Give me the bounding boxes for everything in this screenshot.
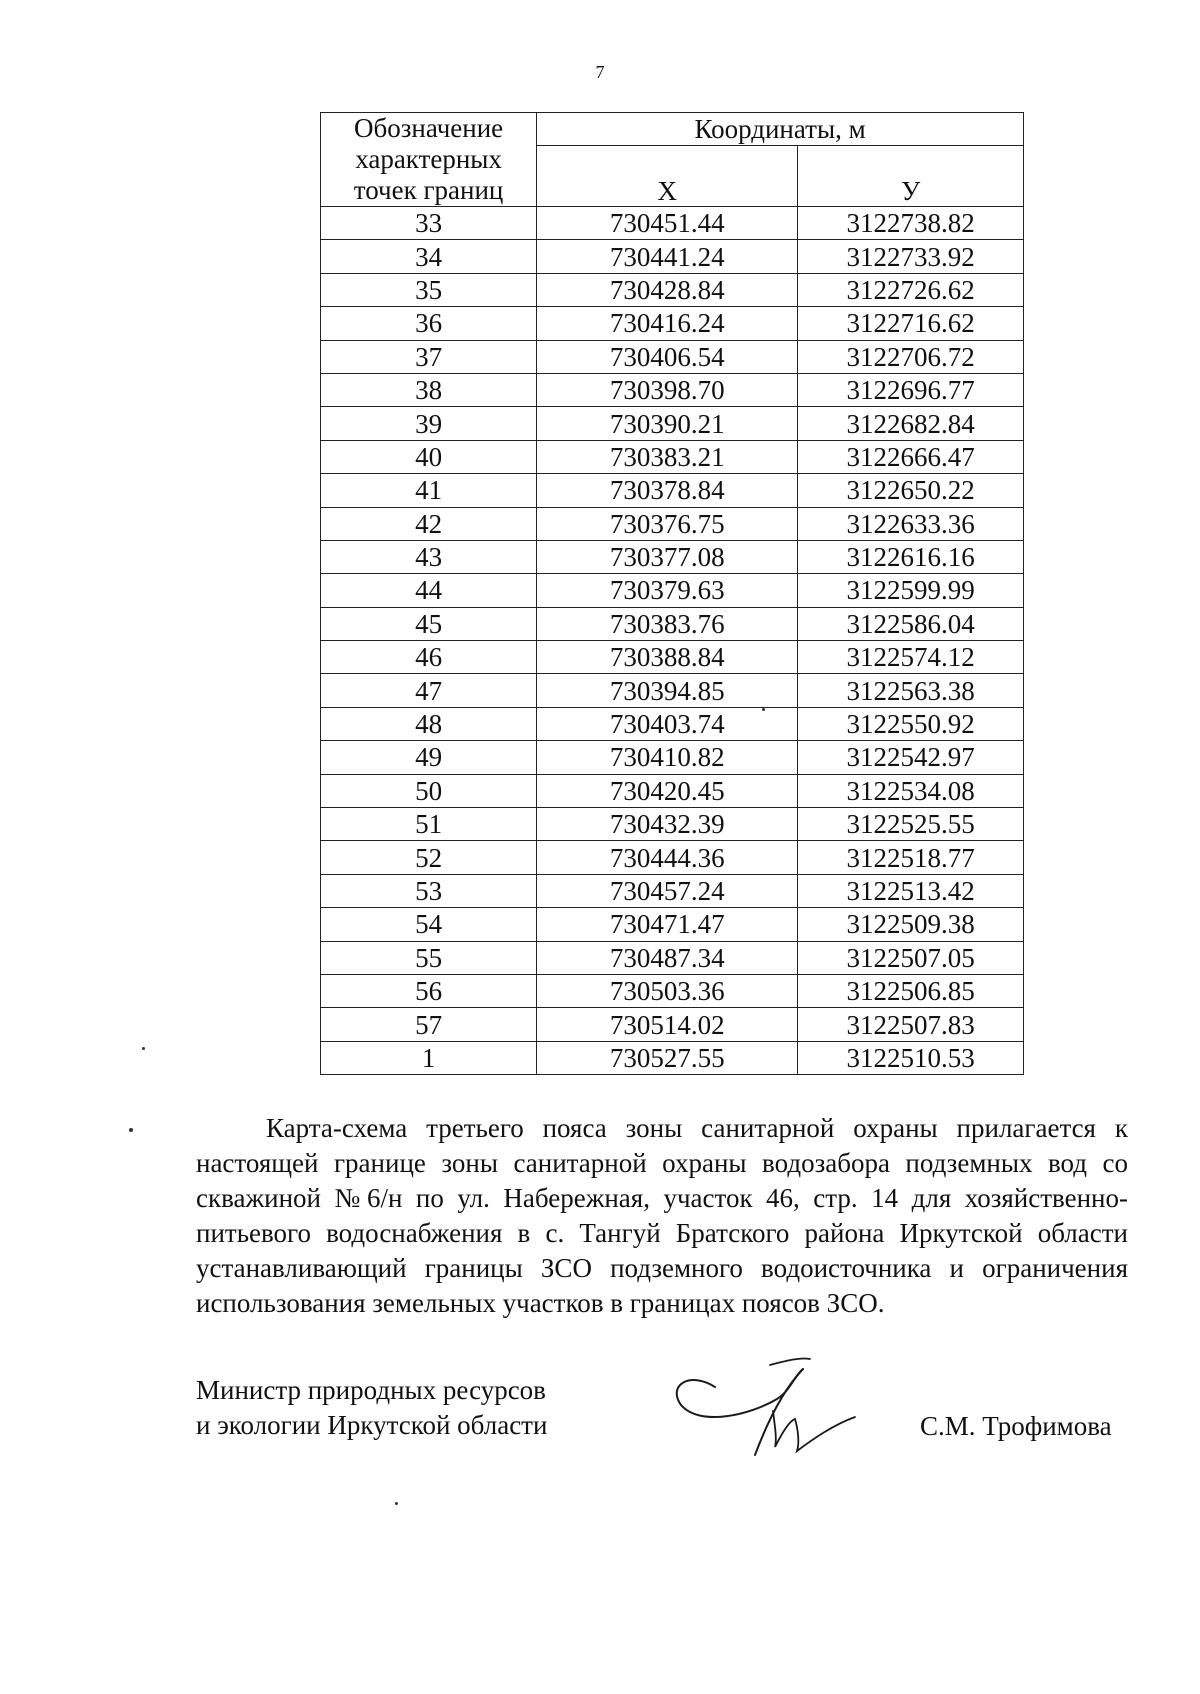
cell-x: 730379.63 bbox=[537, 574, 798, 607]
scan-speck bbox=[129, 1128, 133, 1132]
table-row bbox=[321, 474, 1024, 507]
table-row bbox=[321, 207, 1024, 240]
table-row bbox=[321, 507, 1024, 540]
table-row bbox=[321, 808, 1024, 841]
cell-y: 3122506.85 bbox=[798, 974, 1024, 1007]
cell-point: 46 bbox=[321, 641, 537, 674]
cell-point: 56 bbox=[321, 974, 537, 1007]
cell-x: 730428.84 bbox=[537, 273, 798, 306]
cell-x: 730394.85 bbox=[537, 674, 798, 707]
cell-y: 3122650.22 bbox=[798, 474, 1024, 507]
cell-point: 40 bbox=[321, 440, 537, 473]
table-row bbox=[321, 574, 1024, 607]
cell-y: 3122666.47 bbox=[798, 440, 1024, 473]
cell-point: 48 bbox=[321, 707, 537, 740]
cell-y: 3122513.42 bbox=[798, 874, 1024, 907]
table-row bbox=[321, 307, 1024, 340]
table-row bbox=[321, 941, 1024, 974]
cell-point: 50 bbox=[321, 774, 537, 807]
table-row bbox=[321, 774, 1024, 807]
scan-speck bbox=[142, 1047, 145, 1050]
cell-y: 3122726.62 bbox=[798, 273, 1024, 306]
cell-point: 37 bbox=[321, 340, 537, 373]
cell-y: 3122716.62 bbox=[798, 307, 1024, 340]
header-x: Х bbox=[537, 146, 798, 207]
table-row bbox=[321, 440, 1024, 473]
cell-x: 730406.54 bbox=[537, 340, 798, 373]
cell-y: 3122682.84 bbox=[798, 407, 1024, 440]
cell-y: 3122574.12 bbox=[798, 641, 1024, 674]
cell-point: 43 bbox=[321, 540, 537, 573]
table-row bbox=[321, 707, 1024, 740]
cell-x: 730444.36 bbox=[537, 841, 798, 874]
cell-point: 41 bbox=[321, 474, 537, 507]
cell-y: 3122599.99 bbox=[798, 574, 1024, 607]
cell-point: 54 bbox=[321, 908, 537, 941]
table-row bbox=[321, 908, 1024, 941]
table-row bbox=[321, 340, 1024, 373]
cell-y: 3122738.82 bbox=[798, 207, 1024, 240]
cell-point: 35 bbox=[321, 273, 537, 306]
cell-point: 57 bbox=[321, 1008, 537, 1041]
table-row bbox=[321, 874, 1024, 907]
cell-x: 730471.47 bbox=[537, 908, 798, 941]
table-row bbox=[321, 974, 1024, 1007]
cell-x: 730487.34 bbox=[537, 941, 798, 974]
cell-x: 730432.39 bbox=[537, 808, 798, 841]
table-row bbox=[321, 841, 1024, 874]
cell-y: 3122563.38 bbox=[798, 674, 1024, 707]
cell-point: 49 bbox=[321, 741, 537, 774]
cell-x: 730527.55 bbox=[537, 1041, 798, 1074]
signatory-title-line2: и экологии Иркутской области bbox=[196, 1410, 548, 1440]
signatory-title bbox=[196, 1373, 547, 1443]
table-row bbox=[321, 674, 1024, 707]
cell-x: 730410.82 bbox=[537, 741, 798, 774]
cell-point: 53 bbox=[321, 874, 537, 907]
cell-y: 3122509.38 bbox=[798, 908, 1024, 941]
cell-x: 730390.21 bbox=[537, 407, 798, 440]
cell-point: 38 bbox=[321, 373, 537, 406]
scan-speck bbox=[395, 1502, 398, 1505]
cell-y: 3122507.83 bbox=[798, 1008, 1024, 1041]
cell-y: 3122633.36 bbox=[798, 507, 1024, 540]
cell-point: 55 bbox=[321, 941, 537, 974]
cell-point: 36 bbox=[321, 307, 537, 340]
page-number: 7 bbox=[595, 62, 605, 82]
cell-x: 730383.76 bbox=[537, 607, 798, 640]
table-row bbox=[321, 540, 1024, 573]
table-row bbox=[321, 407, 1024, 440]
header-designation: Обозначение характерных точек границ bbox=[321, 113, 537, 207]
cell-y: 3122510.53 bbox=[798, 1041, 1024, 1074]
cell-x: 730514.02 bbox=[537, 1008, 798, 1041]
handwritten-signature bbox=[665, 1335, 865, 1460]
cell-point: 52 bbox=[321, 841, 537, 874]
table-row bbox=[321, 273, 1024, 306]
cell-x: 730451.44 bbox=[537, 207, 798, 240]
cell-y: 3122706.72 bbox=[798, 340, 1024, 373]
cell-point: 47 bbox=[321, 674, 537, 707]
cell-x: 730376.75 bbox=[537, 507, 798, 540]
body-paragraph: Карта-схема третьего пояса зоны санитарной охраны прилагается к настоящей границе зоны санитарной охраны водозабора подземных вод со скважиной №6/н по ул. Набережная, участок 46, стр. 14 для хозяйственно-питьевого водоснабжения в с. Тангуй Братского района Иркутской области устанавливающий границы ЗСО подземного водоисточника и ограничения использования земельных участков в границах поясов ЗСО. bbox=[196, 1113, 1128, 1318]
table-row bbox=[321, 641, 1024, 674]
table-row bbox=[321, 741, 1024, 774]
cell-y: 3122542.97 bbox=[798, 741, 1024, 774]
cell-x: 730383.21 bbox=[537, 440, 798, 473]
cell-x: 730403.74 bbox=[537, 707, 798, 740]
cell-x: 730441.24 bbox=[537, 240, 798, 273]
table-body bbox=[321, 207, 1024, 1075]
table-row bbox=[321, 240, 1024, 273]
signatory-name: С.М. Трофимова bbox=[920, 1411, 1112, 1441]
cell-x: 730398.70 bbox=[537, 373, 798, 406]
cell-point: 44 bbox=[321, 574, 537, 607]
cell-x: 730420.45 bbox=[537, 774, 798, 807]
coordinates-table bbox=[320, 112, 1024, 1075]
cell-y: 3122534.08 bbox=[798, 774, 1024, 807]
cell-x: 730378.84 bbox=[537, 474, 798, 507]
cell-point: 42 bbox=[321, 507, 537, 540]
table-row bbox=[321, 607, 1024, 640]
cell-x: 730388.84 bbox=[537, 641, 798, 674]
cell-y: 3122696.77 bbox=[798, 373, 1024, 406]
table-row bbox=[321, 1008, 1024, 1041]
cell-point: 33 bbox=[321, 207, 537, 240]
cell-x: 730377.08 bbox=[537, 540, 798, 573]
table-row bbox=[321, 1041, 1024, 1074]
cell-y: 3122616.16 bbox=[798, 540, 1024, 573]
cell-y: 3122518.77 bbox=[798, 841, 1024, 874]
cell-y: 3122525.55 bbox=[798, 808, 1024, 841]
cell-x: 730503.36 bbox=[537, 974, 798, 1007]
cell-point: 39 bbox=[321, 407, 537, 440]
cell-y: 3122550.92 bbox=[798, 707, 1024, 740]
header-coordinates: Координаты, м bbox=[537, 113, 1024, 146]
cell-x: 730416.24 bbox=[537, 307, 798, 340]
signatory-title-line1: Министр природных ресурсов bbox=[196, 1375, 546, 1405]
cell-point: 34 bbox=[321, 240, 537, 273]
cell-point: 1 bbox=[321, 1041, 537, 1074]
scan-speck bbox=[762, 708, 765, 711]
cell-y: 3122507.05 bbox=[798, 941, 1024, 974]
table-row bbox=[321, 373, 1024, 406]
cell-x: 730457.24 bbox=[537, 874, 798, 907]
cell-y: 3122733.92 bbox=[798, 240, 1024, 273]
header-y: У bbox=[798, 146, 1024, 207]
cell-point: 45 bbox=[321, 607, 537, 640]
cell-y: 3122586.04 bbox=[798, 607, 1024, 640]
cell-point: 51 bbox=[321, 808, 537, 841]
